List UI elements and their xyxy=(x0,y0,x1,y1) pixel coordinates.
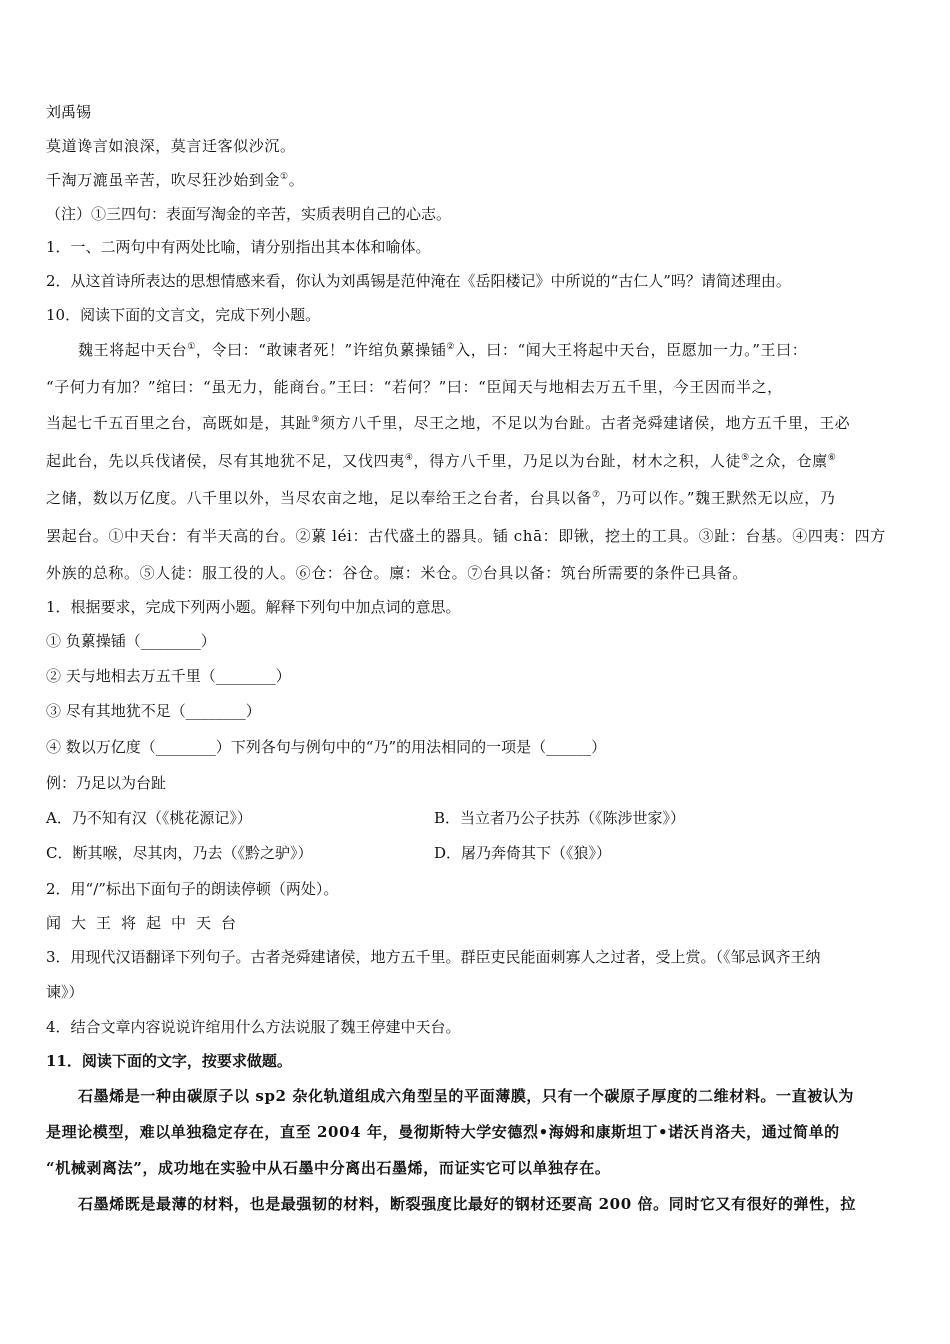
poem-line-2: 千淘万漉虽辛苦，吹尽狂沙始到金①。 xyxy=(46,171,305,189)
option-c: C．断其喉，尽其肉，乃去（《黔之驴》） xyxy=(46,844,313,862)
poem-author: 刘禹锡 xyxy=(46,103,92,121)
classical-text-line-4: 起此台，先以兵伐诸侯，尽有其地犹不足，又伐四夷④，得方八千里，乃足以为台趾，材木之积，人徒⑤之众，仓廪⑥ xyxy=(46,452,837,470)
explain-item-2: ② 天与地相去万五千里（________） xyxy=(46,667,291,685)
q10-heading: 10．阅读下面的文言文，完成下列小题。 xyxy=(46,306,321,324)
options-row-2 xyxy=(46,843,612,863)
classical-text-line-1: 魏王将起中天台①，令曰：“敢谏者死！”许绾负蔂操锸②入，曰：“闻大王将起中天台，臣愿加一力。”王曰： xyxy=(78,341,808,359)
options-row-1 xyxy=(46,808,686,828)
classical-text-line-5: 之储，数以万亿度。八千里以外，当尽农亩之地，足以奉给王之台者，台具以备⑦，乃可以作。”魏王默然无以应，乃 xyxy=(46,489,836,507)
option-b: B．当立者乃公子扶苏（《陈涉世家》） xyxy=(434,809,686,827)
option-a: A．乃不知有汉（《桃花源记》） xyxy=(46,809,252,827)
classical-notes-line-2: 外族的总称。⑤人徒：服工役的人。⑥仓：谷仓。廪：米仓。⑦台具以备：筑台所需要的条件已具备。 xyxy=(46,564,749,582)
classical-text-line-3: 当起七千五百里之台，高既如是，其趾③须方八千里，尽王之地，不足以为台趾。古者尧舜建诸侯，地方五千里，王必 xyxy=(46,414,851,432)
sub-question-1: 1．根据要求，完成下列两小题。解释下列句中加点词的意思。 xyxy=(46,598,461,616)
q11-heading: 11．阅读下面的文字，按要求做题。 xyxy=(46,1052,292,1070)
poem-question-2: 2．从这首诗所表达的思想情感来看，你认为刘禹锡是范仲淹在《岳阳楼记》中所说的“古仁人”吗？请简述理由。 xyxy=(46,272,791,290)
pause-sentence: 闻大王将起中天台 xyxy=(46,914,247,932)
sub-question-3-line-2: 谏》） xyxy=(46,983,84,1001)
explain-item-1: ① 负蔂操锸（________） xyxy=(46,632,216,650)
graphene-para-1-line-1: 石墨烯是一种由碳原子以 sp2 杂化轨道组成六角型呈的平面薄膜，只有一个碳原子厚度的二维材料。一直被认为 xyxy=(78,1087,855,1105)
graphene-para-1-line-2: 是理论模型，难以单独稳定存在，直至 2004 年，曼彻斯特大学安德烈•海姆和康斯坦丁•诺沃肖洛夫，通过简单的 xyxy=(46,1123,840,1141)
example-sentence: 例：乃足以为台趾 xyxy=(46,774,167,792)
graphene-para-1-line-3: “机械剥离法”，成功地在实验中从石墨中分离出石墨烯，而证实它可以单独存在。 xyxy=(46,1159,611,1177)
poem-note: （注）①三四句：表面写淘金的辛苦，实质表明自己的心志。 xyxy=(46,205,452,223)
sub-question-3-line-1: 3．用现代汉语翻译下列句子。古者尧舜建诸侯，地方五千里。群臣吏民能面刺寡人之过者，受上赏。（《邹忌讽齐王纳 xyxy=(46,948,821,966)
poem-line-1: 莫道谗言如浪深，莫言迁客似沙沉。 xyxy=(46,137,296,155)
sub-question-2: 2．用“/”标出下面句子的朗读停顿（两处）。 xyxy=(46,880,339,898)
explain-item-4: ④ 数以万亿度（________）下列各句与例句中的“乃”的用法相同的一项是（______） xyxy=(46,738,607,756)
graphene-para-2-line-1: 石墨烯既是最薄的材料，也是最强韧的材料，断裂强度比最好的钢材还要高 200 倍。同时它又有很好的弹性，拉 xyxy=(78,1195,856,1213)
explain-item-3: ③ 尽有其地犹不足（________） xyxy=(46,702,261,720)
sub-question-4: 4．结合文章内容说说许绾用什么方法说服了魏王停建中天台。 xyxy=(46,1018,461,1036)
poem-question-1: 1．一、二两句中有两处比喻，请分别指出其本体和喻体。 xyxy=(46,238,431,256)
classical-text-line-2: “子何力有加？”绾曰：“虽无力，能商台。”王曰：“若何？”曰：“臣闻天与地相去万五千里，今王因而半之， xyxy=(46,378,783,396)
option-d: D．屠乃奔倚其下（《狼》） xyxy=(434,844,612,862)
classical-notes-line-1: 罢起台。①中天台：有半天高的台。②蔂 léi：古代盛土的器具。锸 chā：即锹，挖土的工具。③趾：台基。④四夷：四方 xyxy=(46,527,886,545)
